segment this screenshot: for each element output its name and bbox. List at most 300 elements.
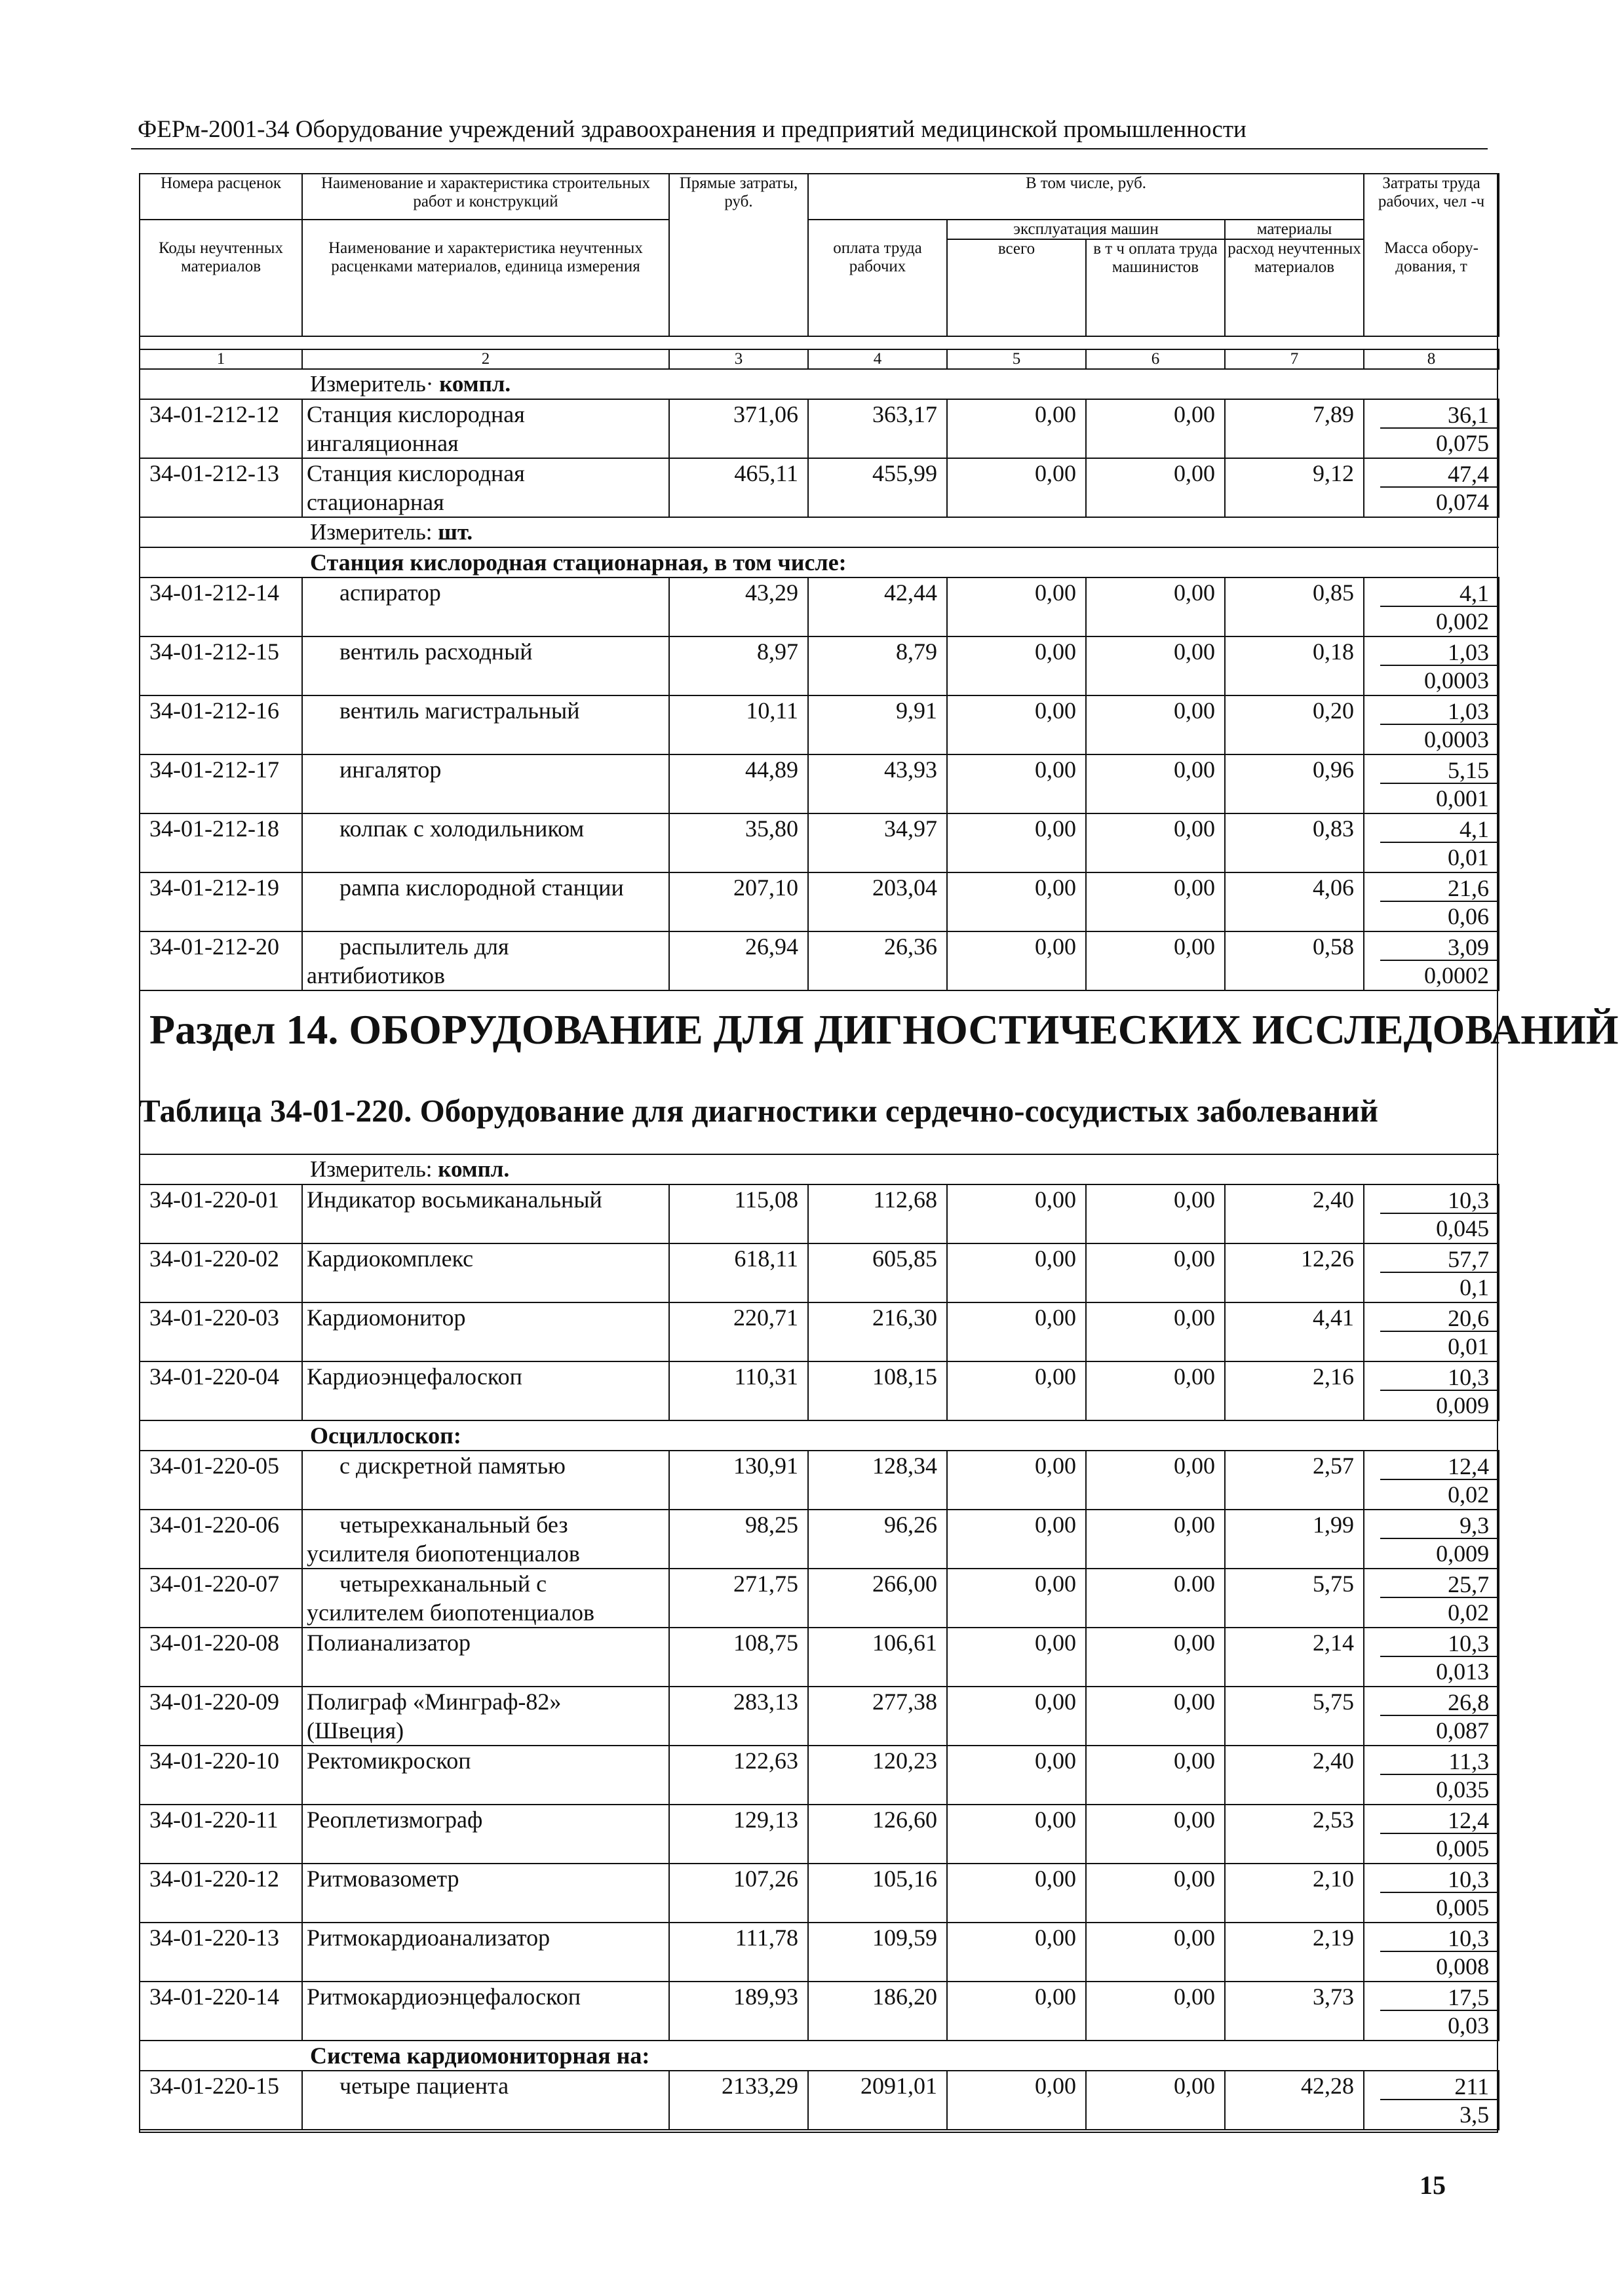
value-mass: 0,03 — [1448, 2012, 1490, 2039]
rate-name-line1: Кардиокомплекс — [307, 1245, 474, 1272]
value-direct: 43,29 — [669, 577, 808, 636]
value-wage: 120,23 — [808, 1746, 947, 1805]
header-codes-top: Номера расценок — [140, 174, 302, 220]
value-mass: 0,035 — [1436, 1776, 1490, 1803]
rate-code: 34-01-220-01 — [140, 1184, 302, 1243]
rate-name — [302, 1451, 669, 1510]
value-mat: 7,89 — [1225, 399, 1364, 458]
labor-mass-cell — [1364, 1569, 1499, 1628]
value-wage: 108,15 — [808, 1361, 947, 1420]
value-labor: 17,5 — [1380, 1982, 1498, 2011]
value-wage: 43,93 — [808, 754, 947, 813]
table-row — [140, 1982, 1499, 2041]
value-mach: 0,00 — [947, 754, 1086, 813]
value-labor: 10,3 — [1380, 1185, 1498, 1214]
labor-mass-cell — [1364, 1361, 1499, 1420]
value-wage: 42,44 — [808, 577, 947, 636]
value-mass: 0,009 — [1436, 1540, 1490, 1567]
value-mach: 0,00 — [947, 399, 1086, 458]
value-wage: 8,79 — [808, 636, 947, 695]
header-codes-divider — [140, 220, 302, 239]
value-mach: 0,00 — [947, 1864, 1086, 1923]
value-wage: 34,97 — [808, 813, 947, 872]
rate-name — [302, 872, 669, 931]
rate-code: 34-01-220-08 — [140, 1628, 302, 1687]
value-mat: 42,28 — [1225, 2071, 1364, 2130]
rate-name-line1: четырехканальный без — [339, 1512, 568, 1538]
value-machw: 0,00 — [1086, 813, 1225, 872]
value-direct: 465,11 — [669, 458, 808, 517]
measure-row — [140, 517, 1499, 547]
value-labor: 10,3 — [1380, 1362, 1498, 1391]
value-mat: 5,75 — [1225, 1687, 1364, 1746]
rate-code: 34-01-212-18 — [140, 813, 302, 872]
value-mach: 0,00 — [947, 636, 1086, 695]
rate-code: 34-01-220-07 — [140, 1569, 302, 1628]
value-machw: 0,00 — [1086, 2071, 1225, 2130]
rate-code: 34-01-220-12 — [140, 1864, 302, 1923]
value-mass: 0,001 — [1436, 785, 1489, 811]
value-wage: 203,04 — [808, 872, 947, 931]
rate-code: 34-01-212-13 — [140, 458, 302, 517]
labor-mass-cell — [1364, 1805, 1499, 1864]
value-mat: 0,20 — [1225, 695, 1364, 754]
value-wage: 126,60 — [808, 1805, 947, 1864]
value-mass: 0,06 — [1448, 903, 1489, 929]
rate-name-line1: вентиль расходный — [339, 638, 533, 665]
rate-name-line2: усилителем биопотенциалов — [307, 1599, 595, 1626]
value-direct: 35,80 — [669, 813, 808, 872]
value-mat: 0,58 — [1225, 931, 1364, 990]
value-labor: 57,7 — [1380, 1244, 1498, 1273]
table-row — [140, 1361, 1499, 1420]
labor-mass-cell — [1364, 1628, 1499, 1687]
rate-name-line1: Кардиомонитор — [307, 1304, 466, 1331]
value-direct: 111,78 — [669, 1923, 808, 1982]
rate-name — [302, 754, 669, 813]
value-direct: 189,93 — [669, 1982, 808, 2041]
table-row — [140, 1628, 1499, 1687]
rate-code: 34-01-220-05 — [140, 1451, 302, 1510]
rate-name — [302, 1302, 669, 1361]
value-labor: 20,6 — [1380, 1303, 1498, 1332]
rate-name-line1: ингалятор — [339, 756, 442, 783]
measure-row — [140, 369, 1499, 399]
measure-cell — [140, 517, 1499, 547]
value-mat: 4,41 — [1225, 1302, 1364, 1361]
value-mach: 0,00 — [947, 1628, 1086, 1687]
value-mat: 4,06 — [1225, 872, 1364, 931]
rate-code: 34-01-220-15 — [140, 2071, 302, 2130]
value-mach: 0,00 — [947, 931, 1086, 990]
rate-code: 34-01-212-20 — [140, 931, 302, 990]
value-direct: 8,97 — [669, 636, 808, 695]
table-row — [140, 1687, 1499, 1746]
value-labor: 5,15 — [1380, 755, 1498, 784]
value-machw: 0,00 — [1086, 872, 1225, 931]
rate-name-line1: Ритмовазометр — [307, 1866, 459, 1892]
rates-table-220 — [139, 1154, 1499, 2130]
value-mach: 0,00 — [947, 1687, 1086, 1746]
column-number: 3 — [669, 349, 808, 369]
measure-unit: компл. — [438, 1156, 510, 1182]
table-row — [140, 1746, 1499, 1805]
rate-name — [302, 1805, 669, 1864]
value-machw: 0,00 — [1086, 931, 1225, 990]
value-mach: 0,00 — [947, 1982, 1086, 2041]
value-machw: 0,00 — [1086, 1184, 1225, 1243]
value-labor: 47,4 — [1380, 459, 1498, 488]
header-name-top: Наименование и характеристика строительных работ и конструкций — [302, 174, 669, 220]
value-direct: 130,91 — [669, 1451, 808, 1510]
labor-mass-cell — [1364, 931, 1499, 990]
rate-code: 34-01-212-17 — [140, 754, 302, 813]
table-row — [140, 754, 1499, 813]
table-row — [140, 1243, 1499, 1302]
value-mass: 0,008 — [1436, 1953, 1490, 1980]
value-wage: 96,26 — [808, 1510, 947, 1569]
labor-mass-cell — [1364, 1864, 1499, 1923]
measure-unit: компл. — [439, 371, 511, 397]
rate-name — [302, 636, 669, 695]
value-direct: 207,10 — [669, 872, 808, 931]
rate-name — [302, 1184, 669, 1243]
measure-unit: шт. — [438, 519, 473, 545]
value-mass: 0,087 — [1436, 1717, 1490, 1744]
measure-cell — [140, 369, 1499, 399]
rate-name-line1: распылитель для — [339, 933, 509, 960]
column-number: 6 — [1086, 349, 1225, 369]
value-mass: 0,009 — [1436, 1392, 1490, 1418]
value-mach: 0,00 — [947, 1805, 1086, 1864]
value-wage: 109,59 — [808, 1923, 947, 1982]
value-wage: 9,91 — [808, 695, 947, 754]
value-mat: 2,40 — [1225, 1184, 1364, 1243]
value-mass: 0,02 — [1448, 1599, 1490, 1626]
rate-name-line2: усилителя биопотенциалов — [307, 1540, 580, 1567]
value-mach: 0,00 — [947, 1302, 1086, 1361]
value-direct: 618,11 — [669, 1243, 808, 1302]
header-name-divider — [302, 220, 669, 239]
table-row — [140, 1805, 1499, 1864]
value-machw: 0,00 — [1086, 458, 1225, 517]
value-labor: 9,3 — [1380, 1510, 1498, 1539]
table-row — [140, 1569, 1499, 1628]
value-mach: 0,00 — [947, 1569, 1086, 1628]
value-mass: 0,0002 — [1424, 962, 1489, 988]
rate-name-line1: с дискретной памятью — [339, 1453, 566, 1479]
table-row — [140, 931, 1499, 990]
labor-mass-cell — [1364, 2071, 1499, 2130]
value-machw: 0,00 — [1086, 577, 1225, 636]
value-mach: 0,00 — [947, 1243, 1086, 1302]
rate-name-line1: Индикатор восьмиканальный — [307, 1186, 602, 1213]
value-direct: 220,71 — [669, 1302, 808, 1361]
table-row — [140, 872, 1499, 931]
value-wage: 277,38 — [808, 1687, 947, 1746]
value-labor: 25,7 — [1380, 1569, 1498, 1598]
table-row — [140, 695, 1499, 754]
column-number: 7 — [1225, 349, 1364, 369]
labor-mass-cell — [1364, 1982, 1499, 2041]
value-mat: 0,18 — [1225, 636, 1364, 695]
table-row — [140, 1864, 1499, 1923]
rate-name — [302, 1361, 669, 1420]
table-row — [140, 577, 1499, 636]
value-mass: 0,0003 — [1424, 726, 1489, 753]
value-mass: 0,075 — [1436, 430, 1489, 456]
rate-code: 34-01-220-13 — [140, 1923, 302, 1982]
rate-code: 34-01-212-14 — [140, 577, 302, 636]
value-direct: 2133,29 — [669, 2071, 808, 2130]
rate-name-line1: Полианализатор — [307, 1630, 471, 1656]
value-mat: 0,83 — [1225, 813, 1364, 872]
value-mass: 0,013 — [1436, 1658, 1490, 1685]
value-machw: 0,00 — [1086, 754, 1225, 813]
labor-mass-cell — [1364, 1510, 1499, 1569]
header-mach-total: всего — [947, 239, 1086, 336]
rate-name — [302, 1923, 669, 1982]
labor-mass-cell — [1364, 1687, 1499, 1746]
value-wage: 112,68 — [808, 1184, 947, 1243]
value-mass: 0,0003 — [1424, 667, 1489, 694]
labor-mass-cell — [1364, 636, 1499, 695]
value-mach: 0,00 — [947, 1361, 1086, 1420]
measure-label: Измеритель: — [310, 1156, 433, 1182]
value-mach: 0,00 — [947, 1510, 1086, 1569]
rate-name-line1: Ритмокардиоэнцефалоскоп — [307, 1984, 581, 2010]
value-machw: 0,00 — [1086, 695, 1225, 754]
value-mach: 0,00 — [947, 1184, 1086, 1243]
rate-name-line2: антибиотиков — [307, 962, 446, 988]
value-labor: 12,4 — [1380, 1451, 1498, 1480]
value-machw: 0,00 — [1086, 1687, 1225, 1746]
value-mat: 5,75 — [1225, 1569, 1364, 1628]
table-row — [140, 399, 1499, 458]
labor-mass-cell — [1364, 1746, 1499, 1805]
header-labor-top: Затраты труда рабочих, чел -ч — [1364, 174, 1499, 220]
rate-name — [302, 1569, 669, 1628]
value-mat: 2,16 — [1225, 1361, 1364, 1420]
value-direct: 271,75 — [669, 1569, 808, 1628]
value-direct: 110,31 — [669, 1361, 808, 1420]
rate-name — [302, 1864, 669, 1923]
header-labor-mid — [1364, 220, 1499, 239]
value-mat: 2,57 — [1225, 1451, 1364, 1510]
value-machw: 0,00 — [1086, 1302, 1225, 1361]
value-mat: 0,85 — [1225, 577, 1364, 636]
labor-mass-cell — [1364, 577, 1499, 636]
group-row — [140, 547, 1499, 577]
value-labor: 1,03 — [1380, 696, 1498, 725]
rate-name — [302, 2071, 669, 2130]
header-mach-wage: в т ч оплата труда машинистов — [1086, 239, 1225, 336]
value-mach: 0,00 — [947, 577, 1086, 636]
value-mass: 0,002 — [1436, 608, 1489, 635]
value-machw: 0,00 — [1086, 636, 1225, 695]
value-labor: 211 — [1380, 2071, 1498, 2100]
rate-name-line1: аспиратор — [339, 579, 441, 606]
header-wage: оплата труда рабочих — [808, 239, 947, 336]
page-number: 15 — [1420, 2170, 1446, 2200]
value-wage: 266,00 — [808, 1569, 947, 1628]
column-number: 4 — [808, 349, 947, 369]
rate-name — [302, 399, 669, 458]
rate-name-line2: ингаляционная — [307, 430, 459, 456]
labor-mass-cell — [1364, 754, 1499, 813]
measure-cell — [140, 1154, 1499, 1184]
rate-name — [302, 577, 669, 636]
value-direct: 26,94 — [669, 931, 808, 990]
header-name-bottom: Наименование и характеристика неучтенных расценками материалов, единица измерения — [302, 239, 669, 336]
value-wage: 106,61 — [808, 1628, 947, 1687]
group-title: Система кардиомониторная на: — [140, 2041, 1499, 2071]
rate-code: 34-01-220-03 — [140, 1302, 302, 1361]
value-mat: 2,14 — [1225, 1628, 1364, 1687]
rate-code: 34-01-220-09 — [140, 1687, 302, 1746]
header-codes-bottom: Коды неучтенных материалов — [140, 239, 302, 336]
value-mach: 0,00 — [947, 1746, 1086, 1805]
value-direct: 107,26 — [669, 1864, 808, 1923]
value-mass: 0,005 — [1436, 1835, 1490, 1862]
value-mach: 0,00 — [947, 2071, 1086, 2130]
rate-name-line1: Станция кислородная — [307, 401, 525, 427]
rate-name-line1: четыре пациента — [339, 2073, 509, 2099]
value-direct: 115,08 — [669, 1184, 808, 1243]
value-mach: 0,00 — [947, 872, 1086, 931]
rate-name — [302, 695, 669, 754]
value-machw: 0,00 — [1086, 1746, 1225, 1805]
value-direct: 283,13 — [669, 1687, 808, 1746]
value-mat: 2,53 — [1225, 1805, 1364, 1864]
value-mat: 0,96 — [1225, 754, 1364, 813]
value-wage: 128,34 — [808, 1451, 947, 1510]
value-mach: 0,00 — [947, 1923, 1086, 1982]
labor-mass-cell — [1364, 1243, 1499, 1302]
labor-mass-cell — [1364, 1184, 1499, 1243]
table-row — [140, 1184, 1499, 1243]
rate-code: 34-01-212-16 — [140, 695, 302, 754]
value-labor: 4,1 — [1380, 814, 1498, 843]
header-machines: эксплуатация машин — [947, 220, 1225, 239]
value-labor: 11,3 — [1380, 1746, 1498, 1775]
group-row — [140, 2041, 1499, 2071]
column-header — [139, 173, 1499, 337]
header-direct-costs: Прямые затраты, руб. — [669, 174, 808, 336]
value-labor: 36,1 — [1380, 400, 1498, 429]
rate-name — [302, 1243, 669, 1302]
header-including: В том числе, руб. — [808, 174, 1364, 220]
rate-name-line1: Ритмокардиоанализатор — [307, 1925, 551, 1951]
rate-name — [302, 1687, 669, 1746]
value-direct: 108,75 — [669, 1628, 808, 1687]
rate-name-line2: (Швеция) — [307, 1717, 404, 1744]
value-wage: 363,17 — [808, 399, 947, 458]
value-labor: 10,3 — [1380, 1628, 1498, 1657]
table-row — [140, 1451, 1499, 1510]
rate-name-line1: Ректомикроскоп — [307, 1748, 471, 1774]
table-title: Таблица 34-01-220. Оборудование для диагностики сердечно-сосудистых заболеваний — [139, 1093, 1378, 1129]
value-direct: 44,89 — [669, 754, 808, 813]
value-mach: 0,00 — [947, 813, 1086, 872]
labor-mass-cell — [1364, 1923, 1499, 1982]
column-number: 5 — [947, 349, 1086, 369]
value-direct: 129,13 — [669, 1805, 808, 1864]
table-row — [140, 1923, 1499, 1982]
value-labor: 12,4 — [1380, 1805, 1498, 1834]
running-header: ФЕРм-2001-34 Оборудование учреждений здравоохранения и предприятий медицинской промышленности — [138, 116, 1247, 143]
rate-code: 34-01-220-11 — [140, 1805, 302, 1864]
table-row — [140, 2071, 1499, 2130]
value-labor: 4,1 — [1380, 578, 1498, 607]
rate-name — [302, 931, 669, 990]
rate-name-line1: Станция кислородная — [307, 460, 525, 486]
group-row — [140, 1420, 1499, 1451]
value-machw: 0,00 — [1086, 1982, 1225, 2041]
value-mach: 0,00 — [947, 1451, 1086, 1510]
rate-name-line1: четырехканальный с — [339, 1571, 547, 1597]
value-mat: 3,73 — [1225, 1982, 1364, 2041]
value-mass: 0,045 — [1436, 1215, 1490, 1241]
rate-name — [302, 1746, 669, 1805]
rate-code: 34-01-220-04 — [140, 1361, 302, 1420]
header-rule — [131, 148, 1488, 149]
value-mass: 0,01 — [1448, 1333, 1490, 1359]
rate-code: 34-01-220-06 — [140, 1510, 302, 1569]
value-wage: 105,16 — [808, 1864, 947, 1923]
value-mass: 0,005 — [1436, 1894, 1490, 1921]
table-row — [140, 813, 1499, 872]
value-machw: 0.00 — [1086, 1569, 1225, 1628]
rate-name-line1: вентиль магистральный — [339, 697, 580, 724]
rate-name — [302, 458, 669, 517]
rate-code: 34-01-212-12 — [140, 399, 302, 458]
rate-code: 34-01-220-10 — [140, 1746, 302, 1805]
value-machw: 0,00 — [1086, 1510, 1225, 1569]
column-number: 8 — [1364, 349, 1499, 369]
value-wage: 2091,01 — [808, 2071, 947, 2130]
rate-name — [302, 1982, 669, 2041]
labor-mass-cell — [1364, 458, 1499, 517]
measure-label: Измеритель· — [310, 371, 434, 397]
rate-name — [302, 1628, 669, 1687]
table-row — [140, 1302, 1499, 1361]
rate-name-line1: Кардиоэнцефалоскоп — [307, 1363, 522, 1390]
group-title: Станция кислородная стационарная, в том числе: — [140, 547, 1499, 577]
value-mat: 1,99 — [1225, 1510, 1364, 1569]
rate-code: 34-01-212-19 — [140, 872, 302, 931]
value-labor: 10,3 — [1380, 1864, 1498, 1893]
value-machw: 0,00 — [1086, 1864, 1225, 1923]
table-row — [140, 636, 1499, 695]
value-wage: 605,85 — [808, 1243, 947, 1302]
labor-mass-cell — [1364, 695, 1499, 754]
rate-name-line1: рампа кислородной станции — [339, 874, 624, 901]
labor-mass-cell — [1364, 1451, 1499, 1510]
rate-code: 34-01-220-02 — [140, 1243, 302, 1302]
header-wage-blank — [808, 220, 947, 239]
value-wage: 186,20 — [808, 1982, 947, 2041]
value-mat: 12,26 — [1225, 1243, 1364, 1302]
rate-code: 34-01-212-15 — [140, 636, 302, 695]
value-machw: 0,00 — [1086, 399, 1225, 458]
value-mach: 0,00 — [947, 695, 1086, 754]
value-machw: 0,00 — [1086, 1361, 1225, 1420]
measure-row — [140, 1154, 1499, 1184]
labor-mass-cell — [1364, 872, 1499, 931]
value-wage: 26,36 — [808, 931, 947, 990]
column-number: 1 — [140, 349, 302, 369]
